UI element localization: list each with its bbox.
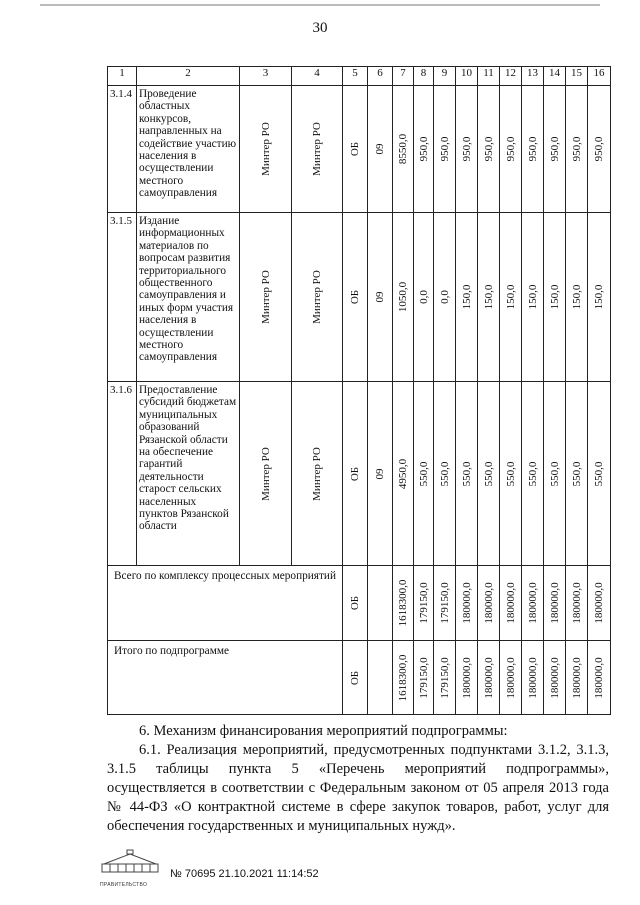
amount-cell [522, 86, 544, 213]
amount-cell [414, 213, 434, 382]
amount-text: 0,0 [438, 290, 451, 304]
header-cell: 3 [240, 67, 292, 86]
total-text: 1618300,0 [397, 654, 409, 701]
header-cell: 16 [588, 67, 611, 86]
total-subprogram-label: Итого по подпрограмме [108, 641, 343, 715]
total-text: 179150,0 [438, 582, 451, 624]
total-cell [522, 566, 544, 641]
total-text: 180000,0 [570, 656, 583, 699]
amount-cell [544, 213, 566, 382]
scan-edge-line [40, 4, 600, 6]
total-subprogram-row [108, 641, 611, 715]
amount-text: 150,0 [526, 284, 539, 310]
header-cell: 11 [478, 67, 500, 86]
amount-text: 150,0 [570, 284, 583, 310]
amount-text: 550,0 [482, 461, 495, 486]
amount-cell [566, 213, 588, 382]
item-number: 3.1.5 [108, 213, 137, 382]
total-cell [456, 566, 478, 641]
amount-cell [588, 86, 611, 213]
total-text: 180000,0 [482, 582, 495, 624]
total-cell [500, 566, 522, 641]
amount-text: 550,0 [526, 461, 539, 486]
code-cell [368, 382, 393, 566]
amount-text: 950,0 [526, 136, 539, 162]
amount-cell [500, 382, 522, 566]
source-text: ОБ [349, 466, 361, 481]
coexecutor-text: Минтер РО [311, 122, 323, 176]
total-text: 180000,0 [593, 656, 605, 699]
code-cell [368, 213, 393, 382]
amount-text: 4950,0 [397, 458, 409, 489]
amount-text: 150,0 [548, 284, 561, 310]
header-cell: 4 [292, 67, 343, 86]
coexecutor-cell [292, 86, 343, 213]
header-cell: 6 [368, 67, 393, 86]
amount-cell [456, 382, 478, 566]
executor-cell [240, 213, 292, 382]
stamp-caption: ПРАВИТЕЛЬСТВО [100, 882, 148, 888]
total-text: 180000,0 [526, 656, 539, 699]
total-text: 180000,0 [460, 582, 473, 624]
amount-cell [434, 86, 456, 213]
government-building-stamp-icon [100, 846, 160, 876]
header-cell: 7 [393, 67, 414, 86]
total-text: 180000,0 [548, 656, 561, 699]
executor-text: Минтер РО [259, 270, 272, 324]
item-number: 3.1.4 [108, 86, 137, 213]
table-header-row [108, 67, 611, 86]
amount-cell [434, 382, 456, 566]
total-cell [393, 566, 414, 641]
code-cell [368, 86, 393, 213]
table-row [108, 382, 611, 566]
total-cell [500, 641, 522, 715]
amount-text: 950,0 [548, 136, 561, 162]
source-cell [343, 382, 368, 566]
table-row [108, 213, 611, 382]
amount-cell [414, 86, 434, 213]
header-cell: 12 [500, 67, 522, 86]
header-cell: 13 [522, 67, 544, 86]
total-cell [393, 641, 414, 715]
source-text: ОБ [349, 289, 361, 305]
total-text: 180000,0 [460, 656, 473, 699]
amount-cell [393, 382, 414, 566]
total-cell [456, 641, 478, 715]
total-cell [478, 566, 500, 641]
source-cell [343, 641, 368, 715]
subprogram-table [107, 66, 611, 715]
header-cell: 5 [343, 67, 368, 86]
amount-text: 550,0 [460, 461, 473, 486]
source-text: ОБ [349, 141, 361, 157]
amount-text: 950,0 [593, 136, 605, 162]
total-cell [544, 641, 566, 715]
amount-text: 950,0 [482, 136, 495, 162]
code-text: 09 [374, 143, 386, 155]
code-text: 09 [374, 291, 386, 303]
amount-cell [544, 382, 566, 566]
amount-text: 150,0 [593, 284, 605, 310]
total-text: 180000,0 [570, 582, 583, 624]
empty-cell [368, 641, 393, 715]
header-cell: 8 [414, 67, 434, 86]
table-row [108, 86, 611, 213]
source-cell [343, 213, 368, 382]
amount-cell [566, 382, 588, 566]
header-cell: 2 [137, 67, 240, 86]
coexecutor-text: Минтер РО [311, 270, 323, 324]
total-cell [544, 566, 566, 641]
header-cell: 1 [108, 67, 137, 86]
amount-text: 0,0 [417, 290, 430, 304]
amount-text: 550,0 [438, 461, 451, 486]
amount-cell [588, 213, 611, 382]
total-cell [414, 566, 434, 641]
amount-text: 950,0 [438, 136, 451, 162]
total-cell [414, 641, 434, 715]
total-text: 179150,0 [438, 656, 451, 699]
total-complex-row [108, 566, 611, 641]
amount-cell [456, 213, 478, 382]
total-text: 180000,0 [482, 656, 495, 699]
amount-text: 950,0 [417, 136, 430, 162]
amount-text: 1050,0 [397, 281, 409, 313]
amount-text: 950,0 [504, 136, 517, 162]
amount-text: 550,0 [504, 461, 517, 486]
source-cell [343, 566, 368, 641]
source-text: ОБ [349, 670, 361, 685]
total-text: 180000,0 [593, 582, 605, 624]
item-description: Предоставление субсидий бюджетам муниципальных образований Рязанской области на обеспечение гарантий деятельности старост сельских населенных пунктов Рязанской области [137, 382, 240, 566]
amount-cell [522, 213, 544, 382]
header-cell: 15 [566, 67, 588, 86]
coexecutor-cell [292, 213, 343, 382]
total-cell [588, 566, 611, 641]
amount-cell [478, 86, 500, 213]
total-cell [434, 641, 456, 715]
total-text: 179150,0 [417, 656, 430, 699]
source-text: ОБ [349, 595, 361, 611]
executor-text: Минтер РО [259, 446, 272, 501]
amount-text: 150,0 [482, 284, 495, 310]
amount-cell [456, 86, 478, 213]
source-cell [343, 86, 368, 213]
amount-text: 950,0 [570, 136, 583, 162]
total-text: 1618300,0 [397, 579, 409, 627]
amount-text: 550,0 [417, 461, 430, 486]
amount-cell [566, 86, 588, 213]
amount-cell [478, 213, 500, 382]
total-text: 180000,0 [504, 582, 517, 624]
total-cell [566, 641, 588, 715]
executor-text: Минтер РО [259, 122, 272, 176]
total-complex-label: Всего по комплексу процессных мероприятий [108, 566, 343, 641]
amount-cell [588, 382, 611, 566]
total-text: 180000,0 [548, 582, 561, 624]
amount-cell [434, 213, 456, 382]
amount-cell [478, 382, 500, 566]
empty-cell [368, 566, 393, 641]
total-text: 180000,0 [526, 582, 539, 624]
total-cell [522, 641, 544, 715]
section-paragraph: 6.1. Реализация мероприятий, предусмотренных подпунктами 3.1.2, 3.1.3, 3.1.5 таблицы пункта 5 «Перечень мероприятий подпрограммы», осуществляется в соответствии с Федеральным законом от 05 апреля 2013 года № 44-ФЗ «О контрактной системе в сфере закупок товаров, работ, услуг для обеспечения государственных и муниципальных нужд». [107, 742, 609, 834]
header-cell: 10 [456, 67, 478, 86]
amount-cell [414, 382, 434, 566]
coexecutor-text: Минтер РО [311, 446, 323, 501]
amount-cell [393, 86, 414, 213]
total-cell [478, 641, 500, 715]
total-cell [566, 566, 588, 641]
executor-cell [240, 86, 292, 213]
total-text: 180000,0 [504, 656, 517, 699]
coexecutor-cell [292, 382, 343, 566]
amount-text: 150,0 [504, 284, 517, 310]
total-text: 179150,0 [417, 582, 430, 624]
registration-line: № 70695 21.10.2021 11:14:52 [170, 868, 319, 880]
item-description: Проведение областных конкурсов, направленных на содействие участию населения в осуществлении местного самоуправления [137, 86, 240, 213]
amount-cell [544, 86, 566, 213]
amount-text: 950,0 [460, 136, 473, 162]
amount-text: 550,0 [548, 461, 561, 486]
amount-text: 150,0 [460, 284, 473, 310]
amount-cell [500, 86, 522, 213]
item-number: 3.1.6 [108, 382, 137, 566]
amount-text: 550,0 [593, 461, 605, 486]
total-cell [434, 566, 456, 641]
amount-cell [522, 382, 544, 566]
page-number: 30 [312, 20, 328, 36]
item-description: Издание информационных материалов по вопросам развития территориального общественного самоуправления и иных форм участия населения в осуществлении местного самоуправления [137, 213, 240, 382]
header-cell: 14 [544, 67, 566, 86]
executor-cell [240, 382, 292, 566]
amount-cell [500, 213, 522, 382]
section-title: 6. Механизм финансирования мероприятий подпрограммы: [139, 723, 508, 739]
header-cell: 9 [434, 67, 456, 86]
total-cell [588, 641, 611, 715]
amount-cell [393, 213, 414, 382]
amount-text: 8550,0 [397, 133, 409, 165]
amount-text: 550,0 [570, 461, 583, 486]
code-text: 09 [374, 468, 386, 479]
